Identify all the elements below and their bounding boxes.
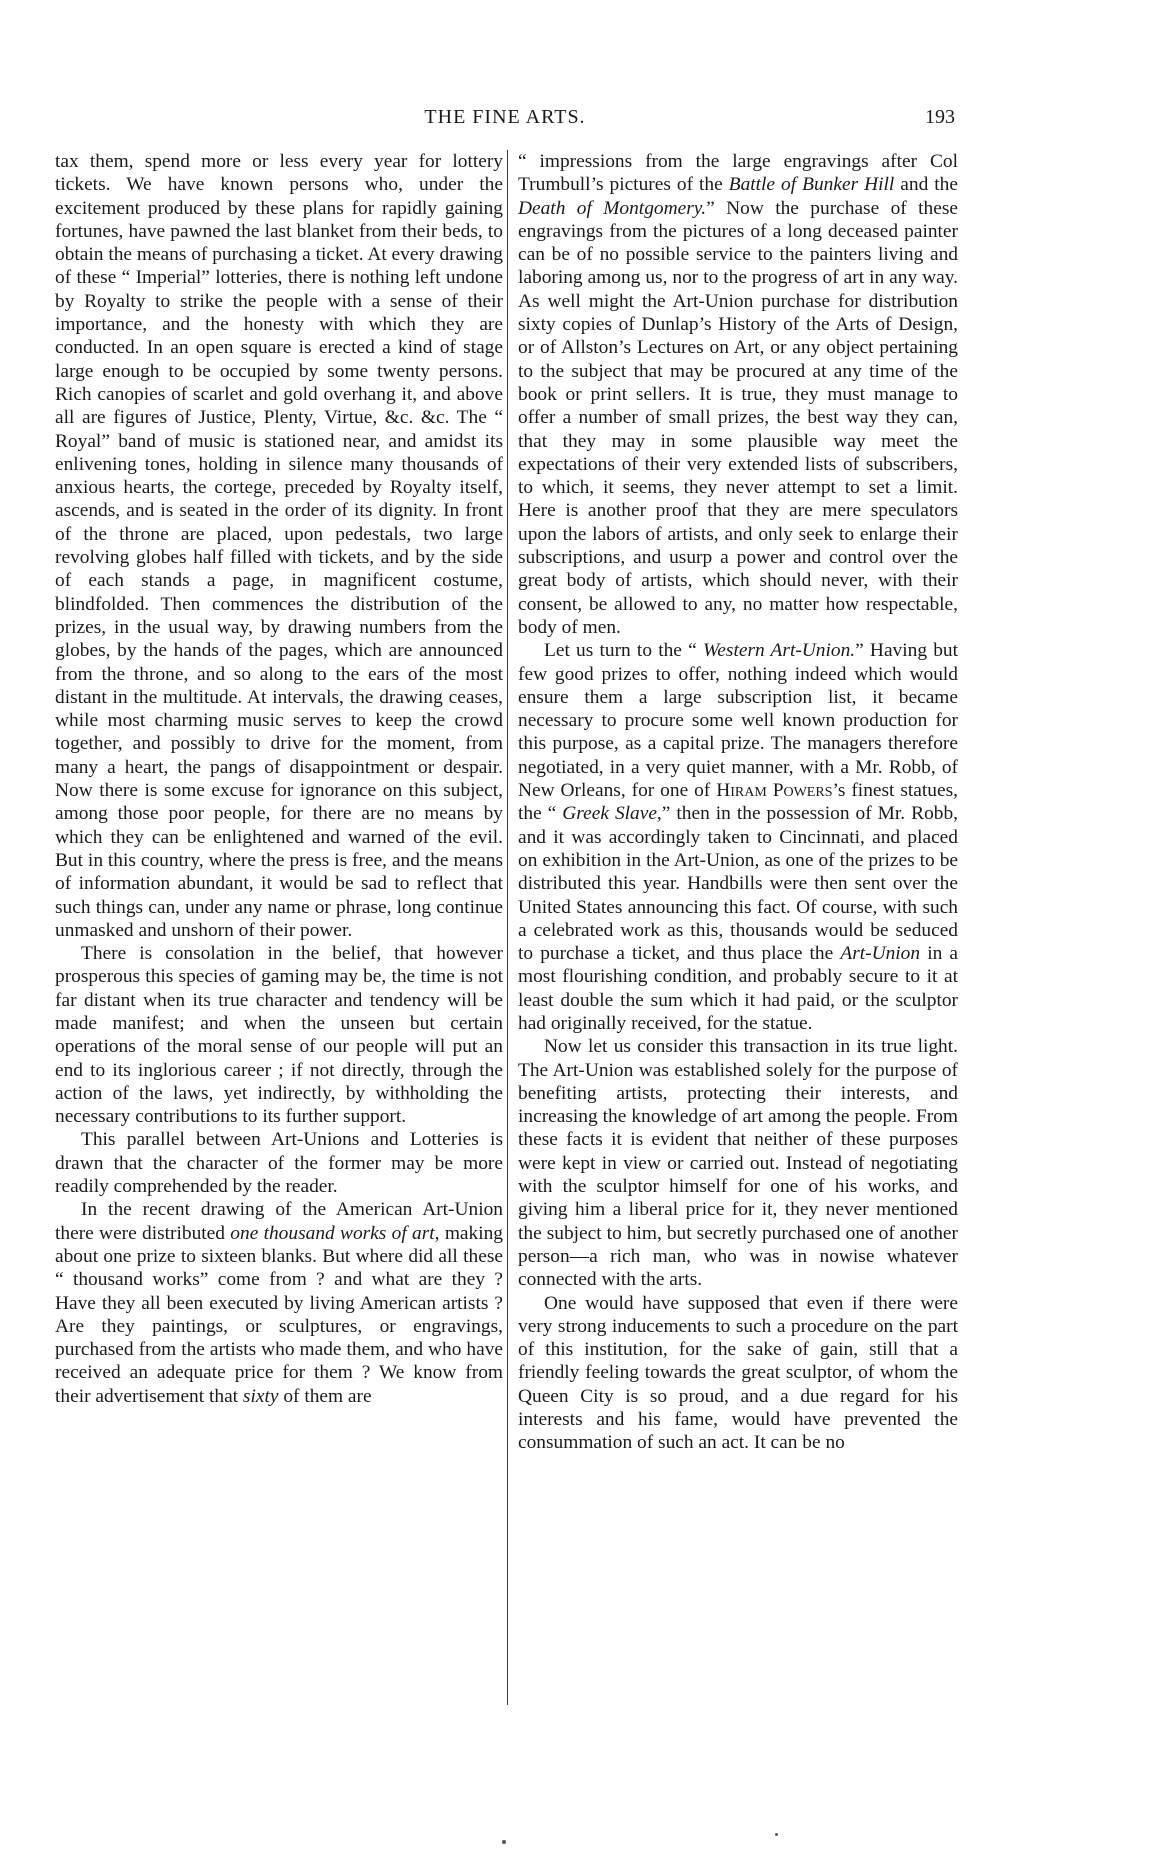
- right-column: [518, 150, 958, 1710]
- print-speck: [502, 1840, 506, 1844]
- column-divider: [507, 150, 508, 1705]
- text-run: “ impressions from the large engravings after Col Trumbull’s pictures of the: [518, 151, 958, 196]
- running-title: THE FINE ARTS.: [424, 106, 586, 128]
- italic-run: Death of Montgomery.: [518, 197, 707, 219]
- left-column: [55, 150, 503, 1710]
- italic-run: Art-Union: [840, 943, 921, 965]
- paragraph: [518, 150, 958, 639]
- text-run: in a most flourishing condition, and probably secure to it at least double the sum which it had paid, or the sculptor had originally received, for the statue.: [518, 943, 958, 1034]
- italic-run: Western Art-Union.: [702, 640, 856, 662]
- italic-run: one thousand works of art: [230, 1222, 435, 1244]
- italic-run: Greek Slave,: [562, 803, 662, 825]
- paragraph: Now let us consider this transaction in its true light. The Art-Union was established solely for the purpose of benefiting artists, protecting their interests, and increasing the knowledge of art among the people. From these facts it is evident that neither of these purposes were kept in view or carried out. Instead of negotiating with the sculptor himself for one of his works, and giving him a liberal price for it, they never mentioned the subject to him, but secretly purchased one of another person—a rich man, who was in nowise whatever connected with the arts.: [518, 1036, 958, 1291]
- text-run: of them are: [278, 1385, 372, 1407]
- text-run: ” then in the possession of Mr. Robb, and it was accordingly taken to Cincinnati, and placed on exhibition in the Art-Union, as one of the prizes to be distributed this year. Handbills were then sent over the United States announcing this fact. Of course, with such a celebrated work as this, thousands would be seduced to purchase a ticket, and thus place the: [518, 803, 958, 965]
- text-run: and the: [894, 174, 958, 196]
- page-header: [55, 106, 955, 136]
- text-run: In the recent drawing of the American Art-Union there were distributed: [55, 1199, 503, 1244]
- small-caps-run: Hiram Powers: [716, 780, 833, 802]
- italic-run: Battle of Bunker Hill: [728, 174, 895, 196]
- text-run: ’s finest statues, the “: [518, 780, 958, 825]
- paragraph: There is consolation in the belief, that however prosperous this species of gaming may be, the time is not far distant when its true character and tendency will be made manifest; and when the unseen but certain operations of the moral sense of our people will put an end to its inglorious career ; if not directly, through the action of the laws, yet indirectly, by withholding the necessary contributions to its further support.: [55, 943, 503, 1128]
- text-run: Let us turn to the “: [544, 640, 703, 662]
- paragraph: This parallel between Art-Unions and Lotteries is drawn that the character of the former may be more readily comprehended by the reader.: [55, 1129, 503, 1198]
- paragraph: [55, 1198, 503, 1408]
- paragraph: One would have supposed that even if there were very strong inducements to such a procedure on the part of this institution, for the sake of gain, still that a friendly feeling towards the great sculptor, of whom the Queen City is so proud, and a due regard for his interests and his fame, would have prevented the consummation of such an act. It can be no: [518, 1292, 958, 1454]
- paragraph: [518, 639, 958, 1035]
- italic-run: sixty: [242, 1385, 279, 1407]
- paragraph: tax them, spend more or less every year for lottery tickets. We have known persons who, under the excitement produced by these plans for rapidly gaining fortunes, have pawned the last blanket from their beds, to obtain the means of purchasing a ticket. At every drawing of these “ Imperial” lotteries, there is nothing left undone by Royalty to strike the people with a sense of their importance, and the honesty with which they are conducted. In an open square is erected a kind of stage large enough to be occupied by some twenty persons. Rich canopies of scarlet and gold overhang it, and above all are figures of Justice, Plenty, Virtue, &c. &c. The “ Royal” band of music is stationed near, and amidst its enlivening tones, holding in silence many thousands of anxious hearts, the cortege, preceded by Royalty itself, ascends, and is seated in the order of its dignity. In front of the throne are placed, upon pedestals, two large revolving globes half filled with tickets, and by the side of each stands a page, in magnificent costume, blindfolded. Then commences the distribution of the prizes, in the usual way, by drawing numbers from the globes, by the hands of the pages, which are announced from the throne, and so along to the ears of the most distant in the multitude. At intervals, the drawing ceases, while most charming music serves to keep the crowd together, and possibly to drive for the moment, from many a heart, the pangs of disappointment or despair. Now there is some excuse for ignorance on this subject, among those poor people, for there are no means by which they can be enlightened and warned of the evil. But in this country, where the press is free, and the means of information abundant, it would be sad to reflect that such things can, under any name or phrase, long continue unmasked and unshorn of their power.: [55, 151, 503, 941]
- page-number: 193: [925, 106, 955, 128]
- print-speck: [775, 1833, 778, 1836]
- text-run: ” Now the purchase of these engravings from the pictures of a long deceased painter can be of no possible service to the painters living and laboring among us, nor to the progress of art in any way. As well might the Art-Union purchase for distribution sixty copies of Dunlap’s History of the Arts of Design, or of Allston’s Lectures on Art, or any object pertaining to the subject that may be procured at any time of the book or print sellers. It is true, they must manage to offer a number of small prizes, the best way they can, that they may in some plausible way meet the expectations of their very extended lists of subscribers, to which, it seems, they never attempt to set a limit. Here is another proof that they are mere speculators upon the labors of artists, and only seek to enlarge their subscriptions, and usurp a power and control over the great body of artists, which should never, with their consent, be allowed to any, no matter how respectable, body of men.: [518, 197, 958, 638]
- text-run: ” Having but few good prizes to offer, nothing indeed which would ensure them a large subscription list, it became necessary to procure some well known production for this purpose, as a capital prize. The managers therefore negotiated, in a very quiet manner, with a Mr. Robb, of New Orleans, for one of: [518, 640, 958, 802]
- text-run: , making about one prize to sixteen blanks. But where did all these “ thousand works” come from ? and what are they ? Have they all been executed by living American artists ? Are they paintings, or sculptures, or engravings, purchased from the artists who made them, and who have received an adequate price for them ? We know from their advertisement that: [55, 1222, 503, 1407]
